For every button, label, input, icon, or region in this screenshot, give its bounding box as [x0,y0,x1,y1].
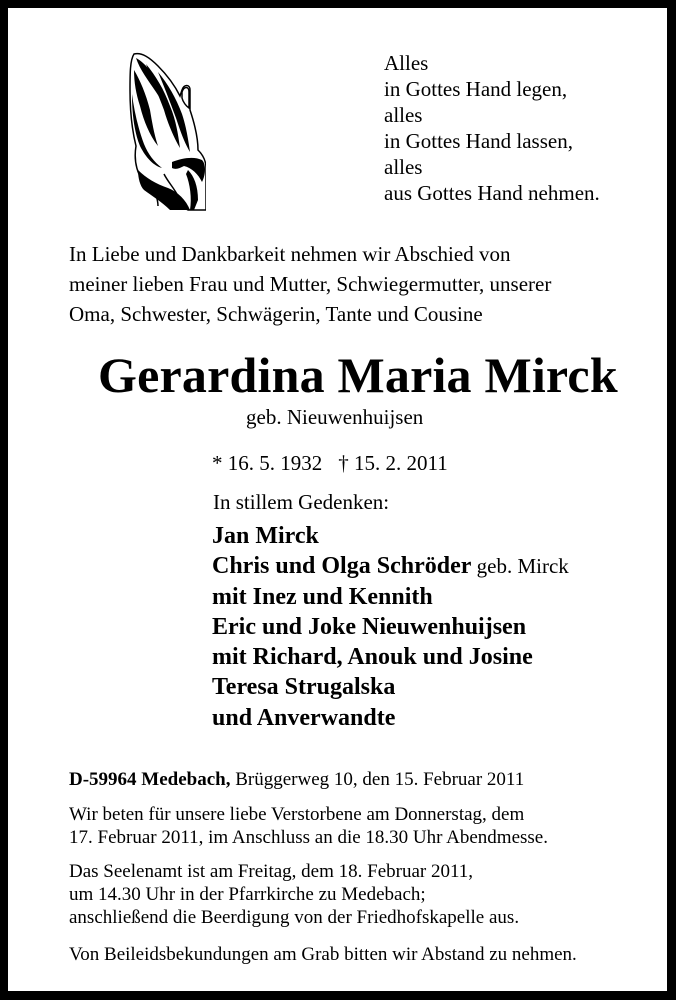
verse-line: aus Gottes Hand nehmen. [384,181,600,205]
praying-hands-icon [128,50,206,212]
life-dates [212,451,448,475]
mourner-line [212,672,569,702]
mourner-name: mit Richard, Anouk und Josine [212,644,533,671]
mourner-line [212,612,569,642]
requiem-line: um 14.30 Uhr in der Pfarrkirche zu Medebach; [69,884,426,905]
mourners-heading: In stillem Gedenken: [213,490,390,514]
verse-line: alles [384,155,423,179]
mourner-line [212,642,569,672]
mourners-list [212,521,569,733]
mourner-line [212,703,569,733]
mourner-name: Chris und Olga Schröder [212,553,472,580]
requiem-line: Das Seelenamt ist am Freitag, dem 18. Februar 2011, [69,861,474,882]
intro-line: meiner lieben Frau und Mutter, Schwiegermutter, unserer [69,272,552,296]
verse-line: alles [384,103,423,127]
intro-line: In Liebe und Dankbarkeit nehmen wir Abschied von [69,242,511,266]
mourner-name: Jan Mirck [212,523,319,549]
intro-line: Oma, Schwester, Schwägerin, Tante und Cousine [69,302,483,326]
deceased-name: Gerardina Maria Mirck [98,347,618,403]
condolence-note: Von Beileidsbekundungen am Grab bitten wir Abstand zu nehmen. [69,944,577,965]
verse-line: Alles [384,51,429,75]
mourner-name: und Anverwandte [212,704,396,731]
mourner-line [212,551,569,581]
requiem-line: anschließend die Beerdigung von der Friedhofskapelle aus. [69,907,520,928]
prayer-line: Wir beten für unsere liebe Verstorbene am Donnerstag, dem [69,804,525,825]
mourner-name: mit Inez und Kennith [212,583,433,610]
verse-line: in Gottes Hand legen, [384,77,568,101]
requiem-paragraph [69,860,519,929]
mourner-line [212,582,569,612]
place-and-date [69,768,524,791]
birth-date: * 16. 5. 1932 [212,451,323,475]
prayer-paragraph [69,803,548,849]
mourner-name: Teresa Strugalska [212,674,396,701]
mourner-line [212,521,569,551]
address-date: Brüggerweg 10, den 15. Februar 2011 [230,769,525,790]
intro-paragraph [69,239,551,329]
maiden-name: geb. Nieuwenhuijsen [246,405,424,429]
death-date: † 15. 2. 2011 [338,451,448,475]
mourner-note: geb. Mirck [471,554,569,579]
verse-line: in Gottes Hand lassen, [384,129,573,153]
verse [384,50,600,206]
place-name: D-59964 Medebach, [69,769,231,790]
prayer-line: 17. Februar 2011, im Anschluss an die 18.30 Uhr Abendmesse. [69,827,548,848]
mourner-name: Eric und Joke Nieuwenhuijsen [212,613,527,640]
